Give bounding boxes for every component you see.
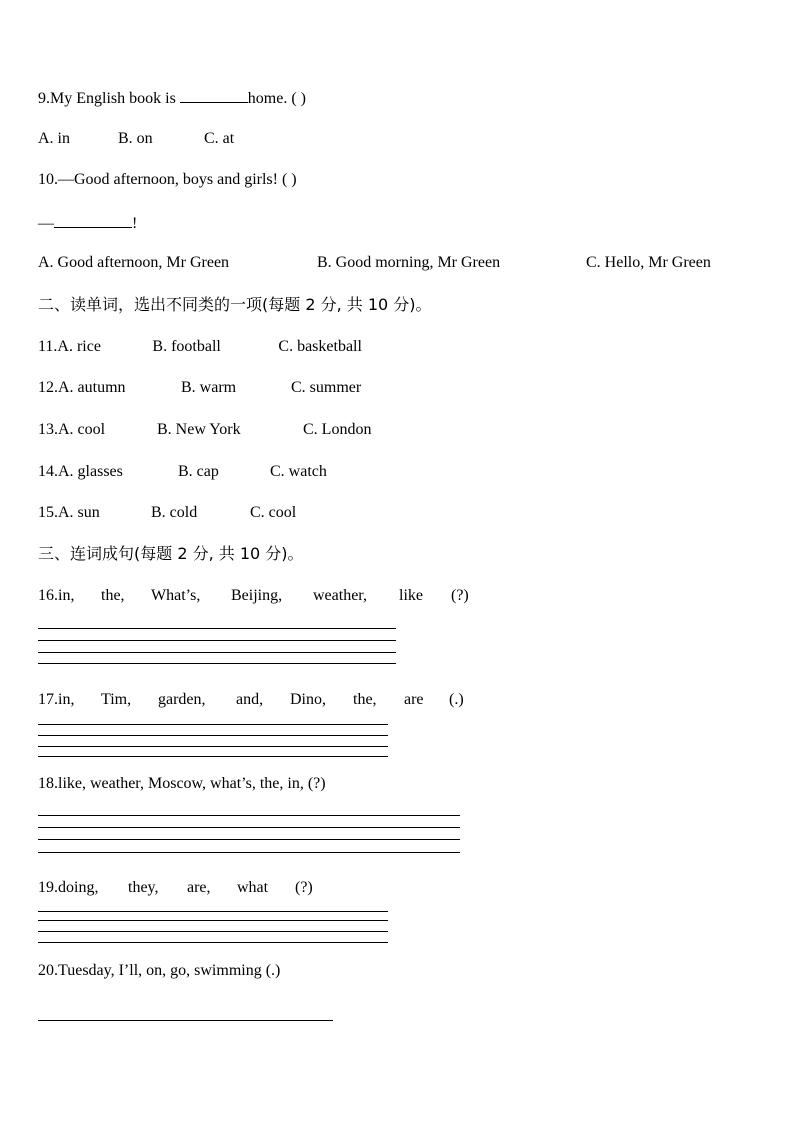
q15-option-b[interactable]: B. cold [151,504,198,521]
question-10 [38,170,297,190]
q16-word: (?) [451,587,469,604]
question-12 [38,378,361,398]
q19-word: are, [187,879,211,896]
q13-number: 13. [38,421,58,438]
q12-option-a[interactable]: A. autumn [58,379,126,396]
q11-option-c[interactable]: C. basketball [278,338,362,355]
q10-options [38,253,711,273]
question-19 [38,878,313,898]
q15-option-c[interactable]: C. cool [250,504,297,521]
q16-answer-line[interactable] [38,663,396,664]
q16-word: the, [101,587,125,604]
q10-reply-dash: — [38,215,54,232]
q14-number: 14. [38,463,58,480]
q19-answer-line[interactable] [38,931,388,932]
q16-word: Beijing, [231,587,283,604]
q19-answer-line[interactable] [38,920,388,921]
q19-word: (?) [295,879,313,896]
q17-answer-line[interactable] [38,746,388,747]
q12-option-b[interactable]: B. warm [181,379,237,396]
q9-answer-blank[interactable] [180,87,248,103]
question-13 [38,420,371,440]
question-9 [38,87,306,109]
q16-word: in, [58,587,75,604]
q17-answer-line[interactable] [38,735,388,736]
q19-word: what [237,879,269,896]
q10-answer-blank[interactable] [54,212,132,228]
q17-word: Tim, [101,691,132,708]
q10-option-a[interactable]: A. Good afternoon, Mr Green [38,254,230,271]
q9-prefix: 9.My English book is [38,90,180,107]
q11-option-b[interactable]: B. football [152,338,221,355]
q16-word: weather, [313,587,367,604]
q17-answer-line[interactable] [38,756,388,757]
q19-answer-line[interactable] [38,911,388,912]
q10-option-b[interactable]: B. Good morning, Mr Green [317,254,501,271]
q16-answer-line[interactable] [38,652,396,653]
question-17 [38,690,464,710]
q17-number: 17. [38,691,58,708]
question-15 [38,503,296,523]
q9-suffix: home. ( ) [247,90,306,107]
q17-word: garden, [158,691,206,708]
q11-number: 11. [38,338,58,355]
question-11 [38,337,362,357]
q9-option-c[interactable]: C. at [204,130,235,147]
q20-answer-line[interactable] [38,1020,333,1021]
q11-option-a[interactable]: A. rice [57,338,101,355]
q18-answer-line[interactable] [38,852,460,853]
q16-answer-line[interactable] [38,628,396,629]
q17-word: (.) [449,691,464,708]
q16-word: like [399,587,423,604]
q19-answer-line[interactable] [38,942,388,943]
q14-option-a[interactable]: A. glasses [58,463,123,480]
question-14 [38,462,327,482]
q18-answer-line[interactable] [38,815,460,816]
q15-option-a[interactable]: A. sun [58,504,100,521]
q19-number: 19. [38,879,58,896]
q17-word: the, [353,691,377,708]
q17-word: Dino, [290,691,326,708]
question-16 [38,586,469,606]
section-2-heading: 二、读单词，选出不同类的一项(每题 2 分, 共 10 分)。 [38,295,432,314]
q17-answer-line[interactable] [38,724,388,725]
q16-word: What’s, [151,587,201,604]
question-20: 20.Tuesday, I’ll, on, go, swimming (.) [38,962,281,979]
section-3-heading: 三、连词成句(每题 2 分, 共 10 分)。 [38,544,304,563]
q14-option-c[interactable]: C. watch [270,463,327,480]
q16-answer-line[interactable] [38,640,396,641]
q13-option-a[interactable]: A. cool [58,421,106,438]
q16-number: 16. [38,587,58,604]
q9-options [38,129,234,149]
question-18: 18.like, weather, Moscow, what’s, the, in, (?) [38,775,326,792]
q17-word: and, [236,691,264,708]
q10-reply [38,212,137,234]
q19-word: doing, [58,879,99,896]
q18-answer-line[interactable] [38,839,460,840]
q17-word: are [404,691,424,708]
q10-prompt: 10.—Good afternoon, boys and girls! ( ) [38,171,297,188]
q10-option-c[interactable]: C. Hello, Mr Green [586,254,711,271]
q10-reply-end: ! [132,215,138,232]
q13-option-b[interactable]: B. New York [157,421,241,438]
q9-option-a[interactable]: A. in [38,130,70,147]
q12-number: 12. [38,379,58,396]
q12-option-c[interactable]: C. summer [291,379,362,396]
q9-option-b[interactable]: B. on [118,130,153,147]
q13-option-c[interactable]: C. London [303,421,372,438]
q14-option-b[interactable]: B. cap [178,463,219,480]
q15-number: 15. [38,504,58,521]
q18-answer-line[interactable] [38,827,460,828]
q17-word: in, [58,691,75,708]
q19-word: they, [128,879,159,896]
